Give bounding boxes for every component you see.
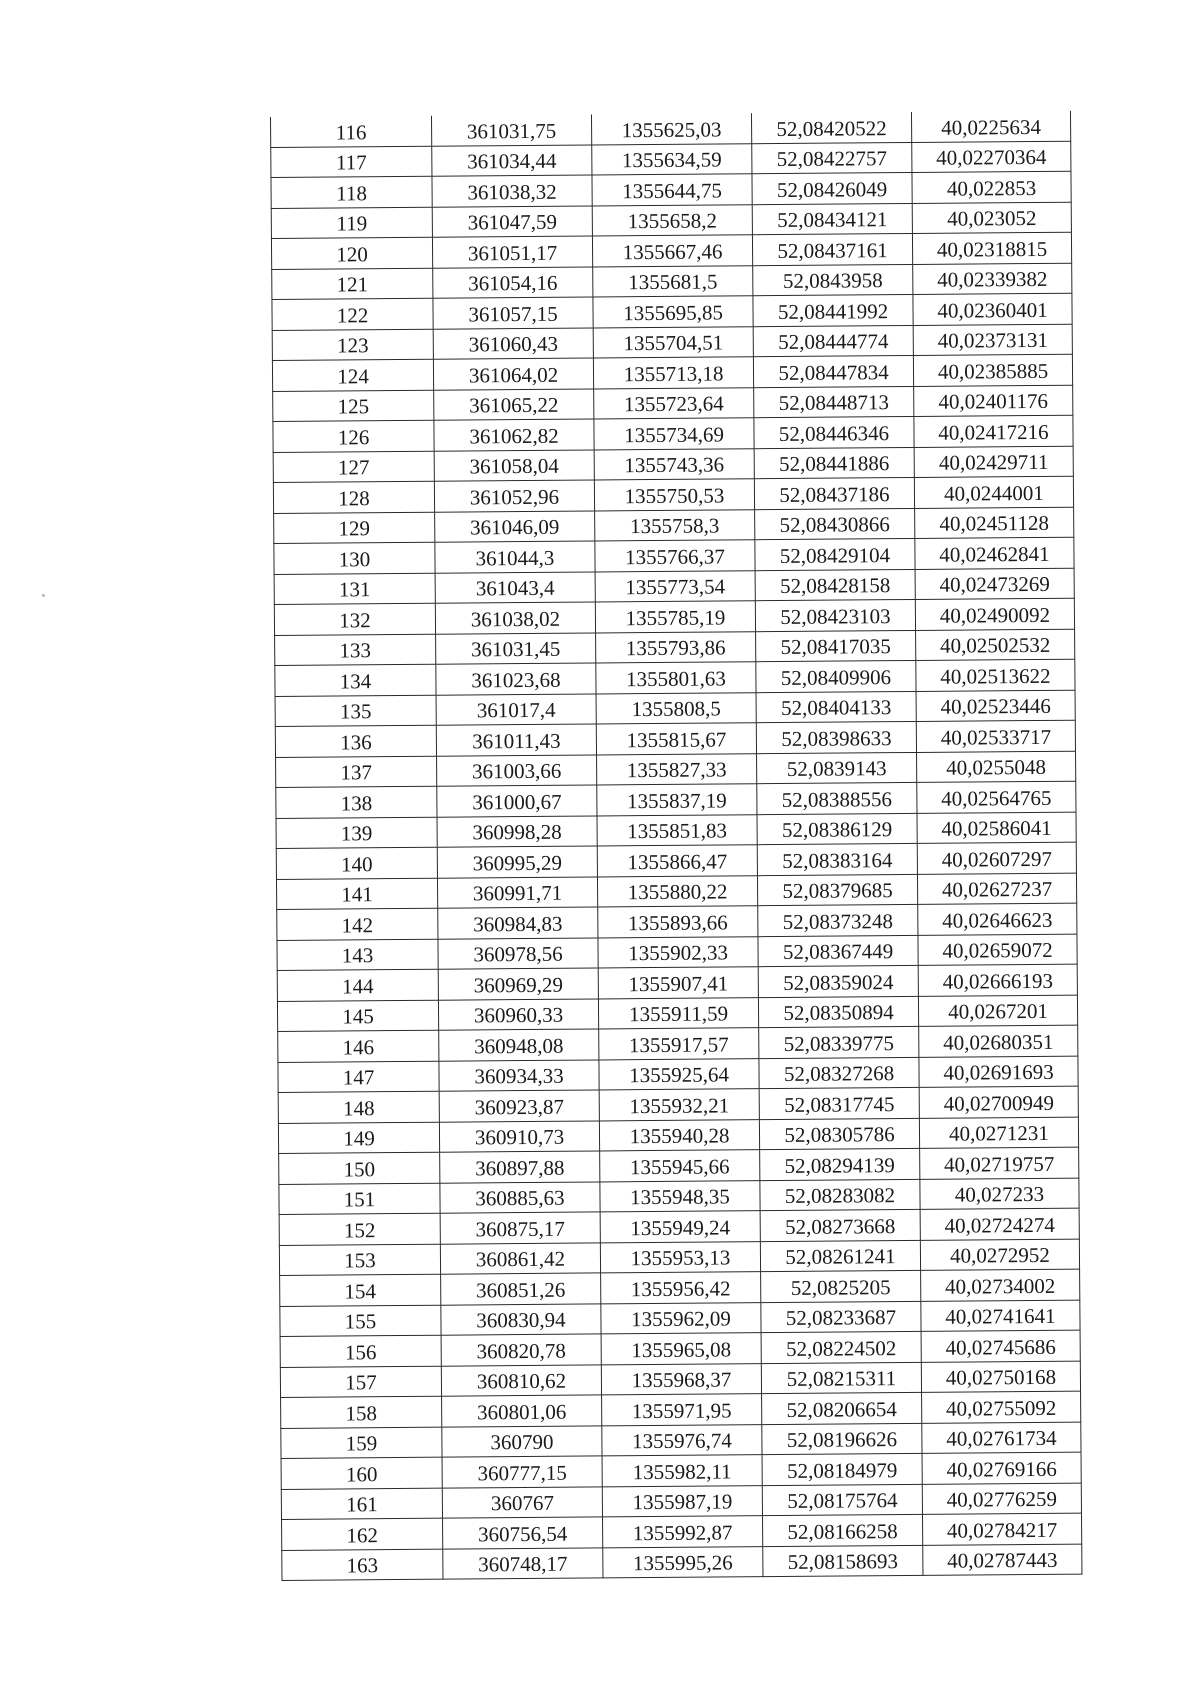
longitude-cell: 40,02627237: [917, 873, 1076, 905]
latitude-cell: 52,0839143: [757, 752, 917, 784]
point-number-cell: 123: [272, 329, 433, 361]
y-coordinate-cell: 1355713,18: [593, 357, 753, 389]
longitude-cell: 40,02385885: [913, 354, 1072, 386]
latitude-cell: 52,08327268: [759, 1057, 919, 1089]
point-number-cell: 121: [272, 268, 433, 300]
point-number-cell: 157: [280, 1366, 441, 1398]
x-coordinate-cell: 360830,94: [441, 1303, 601, 1335]
x-coordinate-cell: 361038,32: [432, 175, 592, 207]
point-number-cell: 131: [274, 573, 435, 605]
longitude-cell: 40,0255048: [917, 751, 1076, 783]
x-coordinate-cell: 361038,02: [435, 602, 595, 634]
y-coordinate-cell: 1355866,47: [597, 845, 757, 877]
x-coordinate-cell: 361051,17: [432, 236, 592, 268]
x-coordinate-cell: 360748,17: [443, 1547, 603, 1579]
y-coordinate-cell: 1355851,83: [597, 814, 757, 846]
point-number-cell: 144: [277, 969, 438, 1001]
x-coordinate-cell: 360960,33: [438, 998, 598, 1030]
x-coordinate-cell: 360978,56: [438, 937, 598, 969]
y-coordinate-cell: 1355827,33: [597, 753, 757, 785]
x-coordinate-cell: 361031,75: [431, 114, 591, 145]
longitude-cell: 40,02607297: [917, 842, 1076, 874]
y-coordinate-cell: 1355644,75: [592, 174, 752, 206]
longitude-cell: 40,02401176: [914, 385, 1073, 417]
x-coordinate-cell: 361046,09: [435, 510, 595, 542]
x-coordinate-cell: 361052,96: [434, 480, 594, 512]
latitude-cell: 52,08444774: [753, 325, 913, 357]
x-coordinate-cell: 361017,4: [436, 693, 596, 725]
x-coordinate-cell: 360948,08: [439, 1029, 599, 1061]
point-number-cell: 132: [274, 603, 435, 635]
latitude-cell: 52,08206654: [762, 1392, 922, 1424]
latitude-cell: 52,08350894: [758, 996, 918, 1028]
x-coordinate-cell: 361011,43: [436, 724, 596, 756]
x-coordinate-cell: 361003,66: [437, 754, 597, 786]
latitude-cell: 52,08441992: [753, 294, 913, 326]
point-number-cell: 152: [279, 1213, 440, 1245]
point-number-cell: 153: [279, 1244, 440, 1276]
point-number-cell: 145: [277, 1000, 438, 1032]
y-coordinate-cell: 1355625,03: [591, 113, 751, 144]
point-number-cell: 162: [282, 1518, 443, 1550]
y-coordinate-cell: 1355925,64: [599, 1058, 759, 1090]
latitude-cell: 52,08437186: [754, 477, 914, 509]
y-coordinate-cell: 1355945,66: [600, 1150, 760, 1182]
longitude-cell: 40,02339382: [913, 263, 1072, 295]
point-number-cell: 163: [282, 1549, 443, 1581]
x-coordinate-cell: 361057,15: [433, 297, 593, 329]
point-number-cell: 133: [275, 634, 436, 666]
latitude-cell: 52,08196626: [762, 1423, 922, 1455]
longitude-cell: 40,0272952: [920, 1239, 1079, 1271]
latitude-cell: 52,08373248: [758, 904, 918, 936]
point-number-cell: 122: [272, 298, 433, 330]
latitude-cell: 52,08339775: [759, 1026, 919, 1058]
latitude-cell: 52,08447834: [753, 355, 913, 387]
x-coordinate-cell: 360777,15: [442, 1456, 602, 1488]
longitude-cell: 40,02451128: [915, 507, 1074, 539]
x-coordinate-cell: 361044,3: [435, 541, 595, 573]
y-coordinate-cell: 1355971,95: [602, 1394, 762, 1426]
longitude-cell: 40,02462841: [915, 537, 1074, 569]
latitude-cell: 52,08367449: [758, 935, 918, 967]
x-coordinate-cell: 360923,87: [439, 1090, 599, 1122]
longitude-cell: 40,02784217: [922, 1513, 1081, 1545]
y-coordinate-cell: 1355743,36: [594, 448, 754, 480]
longitude-cell: 40,0271231: [919, 1117, 1078, 1149]
longitude-cell: 40,02646623: [918, 903, 1077, 935]
latitude-cell: 52,08294139: [760, 1148, 920, 1180]
x-coordinate-cell: 361062,82: [434, 419, 594, 451]
latitude-cell: 52,08386129: [757, 813, 917, 845]
latitude-cell: 52,08434121: [752, 203, 912, 235]
latitude-cell: 52,0843958: [753, 264, 913, 296]
y-coordinate-cell: 1355956,42: [601, 1272, 761, 1304]
latitude-cell: 52,08224502: [761, 1331, 921, 1363]
x-coordinate-cell: 361043,4: [435, 571, 595, 603]
x-coordinate-cell: 361047,59: [432, 205, 592, 237]
x-coordinate-cell: 360801,06: [442, 1395, 602, 1427]
longitude-cell: 40,02417216: [914, 415, 1073, 447]
longitude-cell: 40,02429711: [914, 446, 1073, 478]
point-number-cell: 154: [280, 1274, 441, 1306]
x-coordinate-cell: 360897,88: [440, 1151, 600, 1183]
y-coordinate-cell: 1355801,63: [596, 662, 756, 694]
point-number-cell: 124: [272, 359, 433, 391]
y-coordinate-cell: 1355949,24: [600, 1211, 760, 1243]
x-coordinate-cell: 361034,44: [432, 144, 592, 176]
point-number-cell: 155: [280, 1305, 441, 1337]
y-coordinate-cell: 1355982,11: [602, 1455, 762, 1487]
y-coordinate-cell: 1355766,37: [595, 540, 755, 572]
y-coordinate-cell: 1355773,54: [595, 570, 755, 602]
x-coordinate-cell: 360810,62: [441, 1364, 601, 1396]
y-coordinate-cell: 1355911,59: [598, 997, 758, 1029]
coordinates-table: [270, 111, 1082, 1581]
latitude-cell: 52,08429104: [755, 538, 915, 570]
y-coordinate-cell: 1355893,66: [598, 906, 758, 938]
longitude-cell: 40,02373131: [913, 324, 1072, 356]
x-coordinate-cell: 360756,54: [443, 1517, 603, 1549]
y-coordinate-cell: 1355992,87: [603, 1516, 763, 1548]
latitude-cell: 52,08404133: [756, 691, 916, 723]
point-number-cell: 128: [273, 481, 434, 513]
longitude-cell: 40,02769166: [922, 1452, 1081, 1484]
latitude-cell: 52,08379685: [757, 874, 917, 906]
x-coordinate-cell: 360969,29: [438, 968, 598, 1000]
y-coordinate-cell: 1355793,86: [596, 631, 756, 663]
longitude-cell: 40,02700949: [919, 1086, 1078, 1118]
point-number-cell: 146: [278, 1030, 439, 1062]
point-number-cell: 158: [281, 1396, 442, 1428]
y-coordinate-cell: 1355634,59: [592, 143, 752, 175]
y-coordinate-cell: 1355917,57: [599, 1028, 759, 1060]
point-number-cell: 138: [276, 786, 437, 818]
y-coordinate-cell: 1355907,41: [598, 967, 758, 999]
latitude-cell: 52,08166258: [763, 1514, 923, 1546]
y-coordinate-cell: 1355750,53: [594, 479, 754, 511]
point-number-cell: 141: [276, 878, 437, 910]
latitude-cell: 52,08215311: [761, 1362, 921, 1394]
latitude-cell: 52,08261241: [760, 1240, 920, 1272]
y-coordinate-cell: 1355785,19: [595, 601, 755, 633]
longitude-cell: 40,02755092: [922, 1391, 1081, 1423]
latitude-cell: 52,08426049: [752, 172, 912, 204]
y-coordinate-cell: 1355808,5: [596, 692, 756, 724]
latitude-cell: 52,08448713: [754, 386, 914, 418]
longitude-cell: 40,02741641: [921, 1300, 1080, 1332]
y-coordinate-cell: 1355932,21: [599, 1089, 759, 1121]
latitude-cell: 52,08428158: [755, 569, 915, 601]
x-coordinate-cell: 361000,67: [437, 785, 597, 817]
x-coordinate-cell: 360861,42: [440, 1242, 600, 1274]
x-coordinate-cell: 360790: [442, 1425, 602, 1457]
point-number-cell: 130: [274, 542, 435, 574]
y-coordinate-cell: 1355953,13: [600, 1241, 760, 1273]
longitude-cell: 40,02586041: [917, 812, 1076, 844]
y-coordinate-cell: 1355948,35: [600, 1180, 760, 1212]
point-number-cell: 116: [270, 116, 431, 147]
x-coordinate-cell: 360995,29: [437, 846, 597, 878]
y-coordinate-cell: 1355837,19: [597, 784, 757, 816]
longitude-cell: 40,02502532: [916, 629, 1075, 661]
latitude-cell: 52,08398633: [756, 721, 916, 753]
longitude-cell: 40,023052: [912, 202, 1071, 234]
point-number-cell: 140: [276, 847, 437, 879]
longitude-cell: 40,02490092: [915, 598, 1074, 630]
longitude-cell: 40,02724274: [920, 1208, 1079, 1240]
y-coordinate-cell: 1355976,74: [602, 1424, 762, 1456]
y-coordinate-cell: 1355681,5: [593, 265, 753, 297]
longitude-cell: 40,027233: [920, 1178, 1079, 1210]
y-coordinate-cell: 1355695,85: [593, 296, 753, 328]
longitude-cell: 40,02666193: [918, 964, 1077, 996]
point-number-cell: 148: [278, 1091, 439, 1123]
latitude-cell: 52,08305786: [759, 1118, 919, 1150]
y-coordinate-cell: 1355658,2: [592, 204, 752, 236]
point-number-cell: 143: [277, 939, 438, 971]
x-coordinate-cell: 360875,17: [440, 1212, 600, 1244]
point-number-cell: 125: [273, 390, 434, 422]
longitude-cell: 40,0267201: [918, 995, 1077, 1027]
latitude-cell: 52,08388556: [757, 782, 917, 814]
point-number-cell: 117: [271, 146, 432, 178]
longitude-cell: 40,02318815: [912, 232, 1071, 264]
point-number-cell: 134: [275, 664, 436, 696]
latitude-cell: 52,08273668: [760, 1209, 920, 1241]
y-coordinate-cell: 1355940,28: [599, 1119, 759, 1151]
latitude-cell: 52,08441886: [754, 447, 914, 479]
longitude-cell: 40,02659072: [918, 934, 1077, 966]
x-coordinate-cell: 360984,83: [438, 907, 598, 939]
longitude-cell: 40,02270364: [912, 141, 1071, 173]
point-number-cell: 156: [280, 1335, 441, 1367]
y-coordinate-cell: 1355758,3: [595, 509, 755, 541]
y-coordinate-cell: 1355723,64: [594, 387, 754, 419]
point-number-cell: 119: [271, 207, 432, 239]
latitude-cell: 52,08184979: [762, 1453, 922, 1485]
point-number-cell: 127: [273, 451, 434, 483]
latitude-cell: 52,08359024: [758, 965, 918, 997]
y-coordinate-cell: 1355987,19: [602, 1485, 762, 1517]
longitude-cell: 40,0244001: [914, 476, 1073, 508]
latitude-cell: 52,08233687: [761, 1301, 921, 1333]
x-coordinate-cell: 361023,68: [436, 663, 596, 695]
longitude-cell: 40,022853: [912, 171, 1071, 203]
point-number-cell: 150: [279, 1152, 440, 1184]
longitude-cell: 40,0225634: [911, 111, 1070, 142]
latitude-cell: 52,08317745: [759, 1087, 919, 1119]
longitude-cell: 40,02719757: [920, 1147, 1079, 1179]
point-number-cell: 126: [273, 420, 434, 452]
latitude-cell: 52,08283082: [760, 1179, 920, 1211]
point-number-cell: 151: [279, 1183, 440, 1215]
latitude-cell: 52,08430866: [755, 508, 915, 540]
longitude-cell: 40,02691693: [919, 1056, 1078, 1088]
x-coordinate-cell: 360851,26: [441, 1273, 601, 1305]
x-coordinate-cell: 360820,78: [441, 1334, 601, 1366]
point-number-cell: 136: [275, 725, 436, 757]
latitude-cell: 52,08423103: [755, 599, 915, 631]
x-coordinate-cell: 361065,22: [434, 388, 594, 420]
latitude-cell: 52,08417035: [756, 630, 916, 662]
x-coordinate-cell: 360910,73: [439, 1120, 599, 1152]
longitude-cell: 40,02360401: [913, 293, 1072, 325]
x-coordinate-cell: 361060,43: [433, 327, 593, 359]
longitude-cell: 40,02680351: [919, 1025, 1078, 1057]
x-coordinate-cell: 360998,28: [437, 815, 597, 847]
point-number-cell: 118: [271, 176, 432, 208]
y-coordinate-cell: 1355962,09: [601, 1302, 761, 1334]
longitude-cell: 40,02787443: [923, 1544, 1082, 1576]
y-coordinate-cell: 1355995,26: [603, 1546, 763, 1578]
latitude-cell: 52,08420522: [751, 112, 911, 143]
y-coordinate-cell: 1355734,69: [594, 418, 754, 450]
longitude-cell: 40,02776259: [922, 1483, 1081, 1515]
y-coordinate-cell: 1355965,08: [601, 1333, 761, 1365]
point-number-cell: 135: [275, 695, 436, 727]
y-coordinate-cell: 1355815,67: [596, 723, 756, 755]
y-coordinate-cell: 1355880,22: [597, 875, 757, 907]
longitude-cell: 40,02523446: [916, 690, 1075, 722]
x-coordinate-cell: 361031,45: [436, 632, 596, 664]
longitude-cell: 40,02734002: [921, 1269, 1080, 1301]
point-number-cell: 161: [281, 1488, 442, 1520]
x-coordinate-cell: 361064,02: [433, 358, 593, 390]
longitude-cell: 40,02745686: [921, 1330, 1080, 1362]
x-coordinate-cell: 360991,71: [437, 876, 597, 908]
latitude-cell: 52,08422757: [752, 142, 912, 174]
longitude-cell: 40,02564765: [917, 781, 1076, 813]
latitude-cell: 52,08158693: [763, 1545, 923, 1577]
x-coordinate-cell: 361054,16: [433, 266, 593, 298]
point-number-cell: 137: [276, 756, 437, 788]
x-coordinate-cell: 360885,63: [440, 1181, 600, 1213]
latitude-cell: 52,08409906: [756, 660, 916, 692]
latitude-cell: 52,08437161: [752, 233, 912, 265]
point-number-cell: 160: [281, 1457, 442, 1489]
point-number-cell: 149: [278, 1122, 439, 1154]
latitude-cell: 52,0825205: [761, 1270, 921, 1302]
x-coordinate-cell: 360934,33: [439, 1059, 599, 1091]
latitude-cell: 52,08446346: [754, 416, 914, 448]
point-number-cell: 142: [277, 908, 438, 940]
point-number-cell: 120: [271, 237, 432, 269]
point-number-cell: 129: [274, 512, 435, 544]
longitude-cell: 40,02513622: [916, 659, 1075, 691]
y-coordinate-cell: 1355704,51: [593, 326, 753, 358]
point-number-cell: 139: [276, 817, 437, 849]
coordinates-table-body: [270, 111, 1081, 1581]
x-coordinate-cell: 360767: [442, 1486, 602, 1518]
longitude-cell: 40,02473269: [915, 568, 1074, 600]
y-coordinate-cell: 1355902,33: [598, 936, 758, 968]
longitude-cell: 40,02533717: [916, 720, 1075, 752]
latitude-cell: 52,08383164: [757, 843, 917, 875]
point-number-cell: 147: [278, 1061, 439, 1093]
latitude-cell: 52,08175764: [762, 1484, 922, 1516]
longitude-cell: 40,02750168: [921, 1361, 1080, 1393]
longitude-cell: 40,02761734: [922, 1422, 1081, 1454]
x-coordinate-cell: 361058,04: [434, 449, 594, 481]
table-row: [282, 1544, 1082, 1581]
point-number-cell: 159: [281, 1427, 442, 1459]
y-coordinate-cell: 1355667,46: [592, 235, 752, 267]
scan-speck: [42, 594, 45, 597]
y-coordinate-cell: 1355968,37: [601, 1363, 761, 1395]
